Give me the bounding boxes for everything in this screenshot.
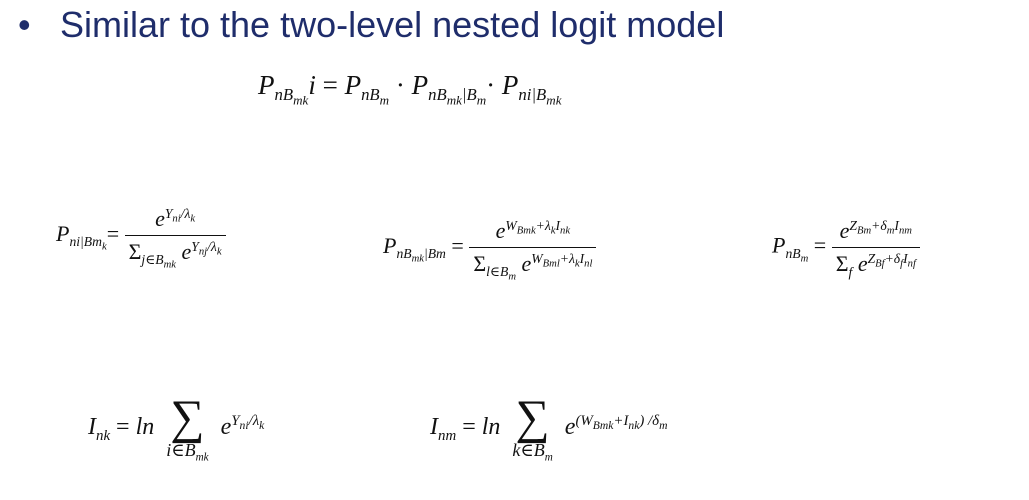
equation-p-nbm: $P_{nB_m}$ = $\frac{e^{Z_{Bm}+\delta_mI_{nm}}}{\Sigma_f e^{Z_{Bf}+\delta_fI_{nf}}}$ [772,218,920,277]
bullet-text: Similar to the two-level nested logit model [60,4,725,45]
equation-p-ni-given-bm: $P_{ni|Bm_k}=$ $\frac{e^{Y_{ni}/\lambda_k}}{\Sigma_{j\in B_{mk}} e^{Y_{nj}/\lambda_k}}$ [56,206,226,266]
equation-inclusive-nm: $I_{nm} = \ln$ ∑ $k\in B_m$ $e^{(W_{Bmk}+I_{nk}) /\delta_m}$ [430,391,668,464]
bullet-item [18,4,724,46]
equation-p-nbmk-given-bm: $P_{nB_{mk}|Bm}$ = $\frac{e^{W_{Bmk}+\lambda_kI_{nk}}}{\Sigma_{l\in B_m} e^{W_{Bml}+\lambda_kI_{nl}}}$ [383,218,596,278]
equation-inclusive-nk: $I_{nk} = \ln$ ∑ $i\in B_{mk}$ $e^{Y_{ni}/\lambda_k}$ [88,391,265,464]
equation-main: $P_{nB_{mk}}i = P_{nB_m} \cdot P_{nB_{mk}|B_m}\cdot P_{ni|B_{mk}}$ [258,70,562,108]
bullet-marker: • [18,4,31,45]
